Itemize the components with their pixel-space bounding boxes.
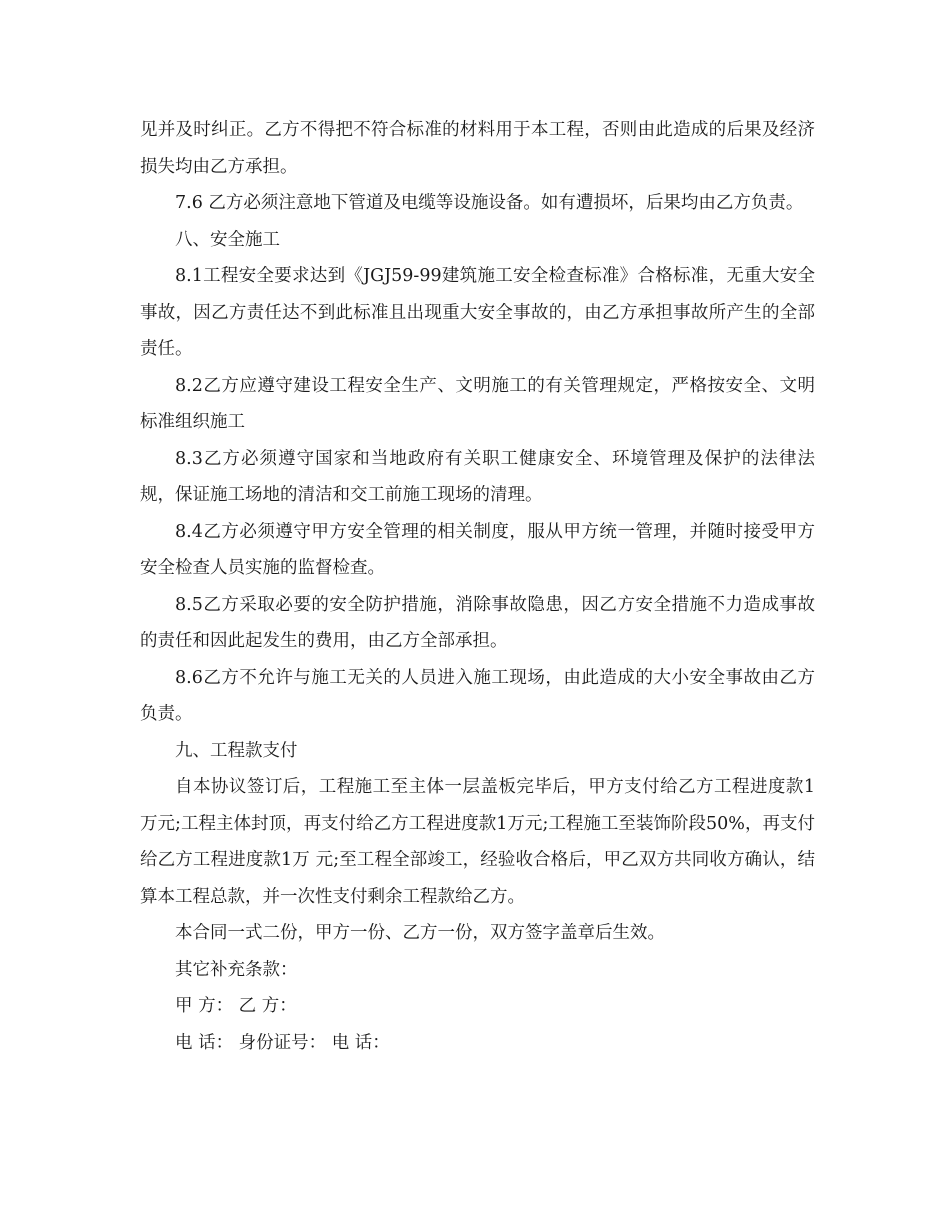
- clause-8-2: 8.2乙方应遵守建设工程安全生产、文明施工的有关管理规定，严格按安全、文明标准组织施工: [140, 375, 815, 432]
- supplementary-terms-label: 其它补充条款：: [175, 959, 298, 980]
- clause-8-6: 8.6乙方不允许与施工无关的人员进入施工现场，由此造成的大小安全事故由乙方负责。: [140, 667, 815, 724]
- paragraph-continuation: 见并及时纠正。乙方不得把不符合标准的材料用于本工程，否则由此造成的后果及经济损失均由乙方承担。: [140, 120, 815, 177]
- contact-info-line: 电 话： 身份证号： 电 话：: [175, 1032, 390, 1053]
- section-heading-safety: 八、安全施工: [175, 229, 280, 250]
- clause-8-1: 8.1工程安全要求达到《JGJ59-99建筑施工安全检查标准》合格标准，无重大安全事故，因乙方责任达不到此标准且出现重大安全事故的，由乙方承担事故所产生的全部责任。: [140, 266, 815, 359]
- clause-8-5: 8.5乙方采取必要的安全防护措施，消除事故隐患，因乙方安全措施不力造成事故的责任和因此起发生的费用，由乙方全部承担。: [140, 594, 815, 651]
- party-signature-line: 甲 方： 乙 方：: [175, 996, 297, 1016]
- payment-terms: 自本协议签订后，工程施工至主体一层盖板完毕后，甲方支付给乙方工程进度款1万元;工程主体封顶，再支付给乙方工程进度款1万元;工程施工至装饰阶段50%，再支付给乙方工程进度款1万 元;至工程全部竣工，经验收合格后，甲乙双方共同收方确认，结算本工程总款，并一次性支付剩余工程款给乙方。: [140, 777, 815, 907]
- section-heading-payment: 九、工程款支付: [175, 740, 298, 761]
- contract-copies-clause: 本合同一式二份，甲方一份、乙方一份，双方签字盖章后生效。: [175, 923, 665, 943]
- clause-8-3: 8.3乙方必须遵守国家和当地政府有关职工健康安全、环境管理及保护的法律法规，保证施工场地的清洁和交工前施工现场的清理。: [140, 448, 815, 505]
- clause-7-6: 7.6 乙方必须注意地下管道及电缆等设施设备。如有遭损坏，后果均由乙方负责。: [175, 193, 804, 213]
- clause-8-4: 8.4乙方必须遵守甲方安全管理的相关制度，服从甲方统一管理，并随时接受甲方安全检查人员实施的监督检查。: [140, 521, 815, 578]
- document-body: [140, 112, 815, 1061]
